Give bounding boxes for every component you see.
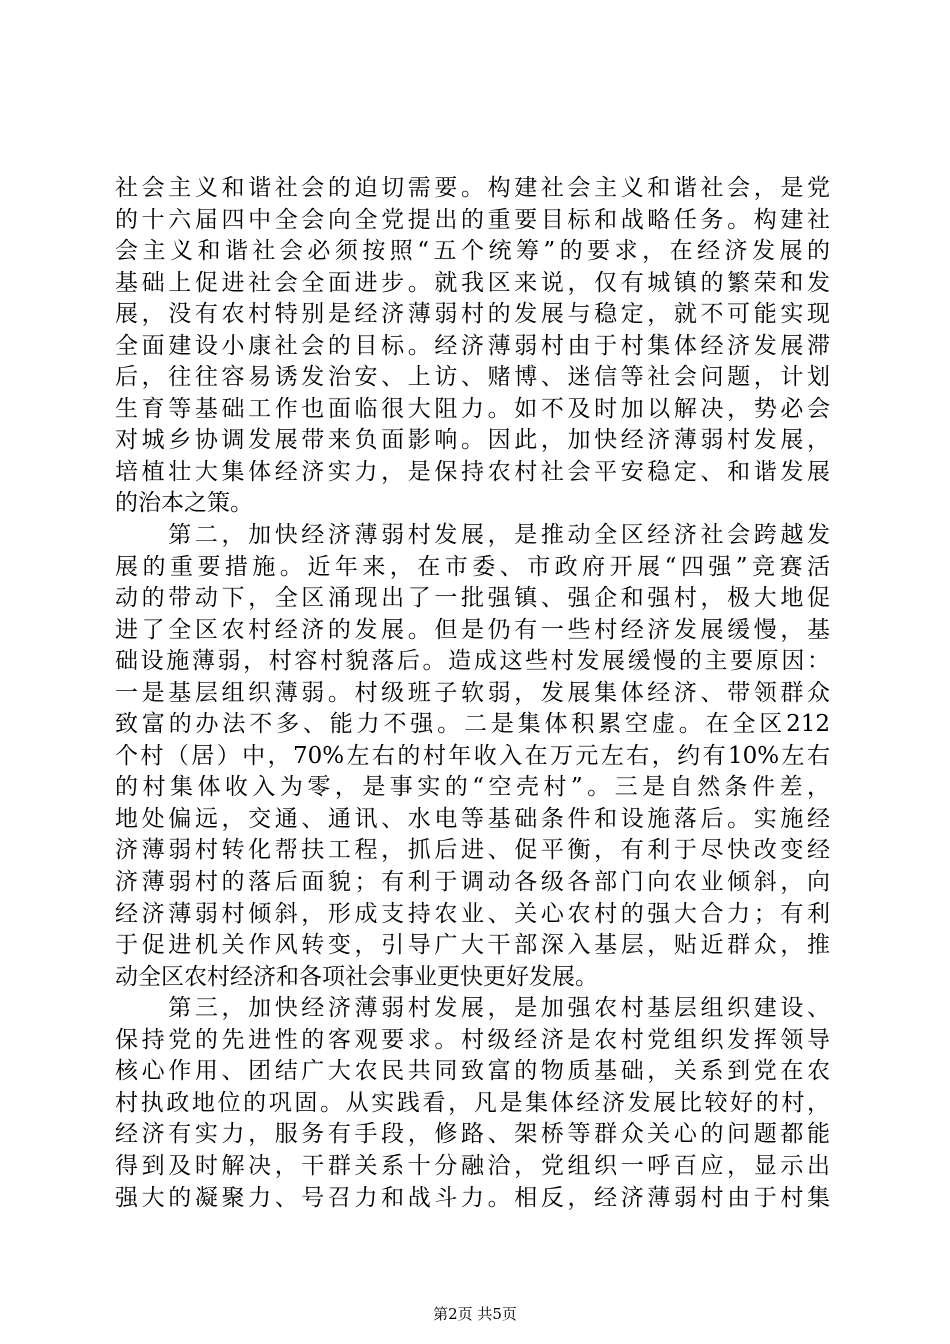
text-line: 强大的凝聚力、号召力和战斗力。相反，经济薄弱村由于村集 [115,1184,830,1211]
text-line: 经济有实力，服务有手段，修路、架桥等群众关心的问题都能 [115,1121,830,1148]
text-line: 的治本之策。 [115,490,253,517]
text-line: 地处偏远，交通、通讯、水电等基础条件和设施落后。实施经 [115,805,830,832]
text-line: 一是基层组织薄弱。村级班子软弱，发展集体经济、带领群众 [115,679,830,706]
text-line: 得到及时解决，干群关系十分融洽，党组织一呼百应，显示出 [115,1152,830,1179]
text-line: 个村（居）中，70%左右的村年收入在万元左右，约有10%左右 [115,742,830,769]
text-line: 动的带动下，全区涌现出了一批强镇、强企和强村，极大地促 [115,585,830,612]
text-line: 动全区农村经济和各项社会事业更快更好发展。 [115,963,598,990]
page-number-footer: 第2页 共5页 [433,1305,517,1323]
text-line: 展，没有农村特别是经济薄弱村的发展与稳定，就不可能实现 [115,301,830,328]
text-line: 进了全区农村经济的发展。但是仍有一些村经济发展缓慢，基 [115,616,830,643]
text-line: 会主义和谐社会必须按照“五个统筹”的要求，在经济发展的 [115,238,830,265]
text-line: 社会主义和谐社会的迫切需要。构建社会主义和谐社会，是党 [115,175,830,201]
text-line: 保持党的先进性的客观要求。村级经济是农村党组织发挥领导 [115,1026,830,1053]
text-line: 生育等基础工作也面临很大阻力。如不及时加以解决，势必会 [115,395,830,422]
text-line: 于促进机关作风转变，引导广大干部深入基层，贴近群众，推 [115,932,830,959]
text-line: 础设施薄弱，村容村貌落后。造成这些村发展缓慢的主要原因： [115,648,830,675]
text-line: 核心作用、团结广大农民共同致富的物质基础，关系到党在农 [115,1058,830,1085]
text-line: 的村集体收入为零，是事实的“空壳村”。三是自然条件差， [115,774,830,801]
text-line: 经济薄弱村倾斜，形成支持农业、关心农村的强大合力；有利 [115,900,830,927]
text-line: 致富的办法不多、能力不强。二是集体积累空虚。在全区212 [115,711,830,738]
text-line: 村执政地位的巩固。从实践看，凡是集体经济发展比较好的村， [115,1089,830,1116]
text-line: 全面建设小康社会的目标。经济薄弱村由于村集体经济发展滞 [115,332,830,359]
text-line: 第三，加快经济薄弱村发展，是加强农村基层组织建设、 [115,995,830,1022]
text-line: 展的重要措施。近年来，在市委、市政府开展“四强”竞赛活 [115,553,830,580]
body-text [115,173,830,1214]
text-line: 第二，加快经济薄弱村发展，是推动全区经济社会跨越发 [115,522,830,549]
text-line: 的十六届四中全会向全党提出的重要目标和战略任务。构建社 [115,206,830,233]
text-line: 后，往往容易诱发治安、上访、赌博、迷信等社会问题，计划 [115,364,830,391]
text-line: 济薄弱村转化帮扶工程，抓后进、促平衡，有利于尽快改变经 [115,837,830,864]
text-line: 基础上促进社会全面进步。就我区来说，仅有城镇的繁荣和发 [115,269,830,296]
text-line: 对城乡协调发展带来负面影响。因此，加快经济薄弱村发展， [115,427,830,454]
text-line: 济薄弱村的落后面貌；有利于调动各级各部门向农业倾斜，向 [115,869,830,896]
text-line: 培植壮大集体经济实力，是保持农村社会平安稳定、和谐发展 [115,458,830,485]
